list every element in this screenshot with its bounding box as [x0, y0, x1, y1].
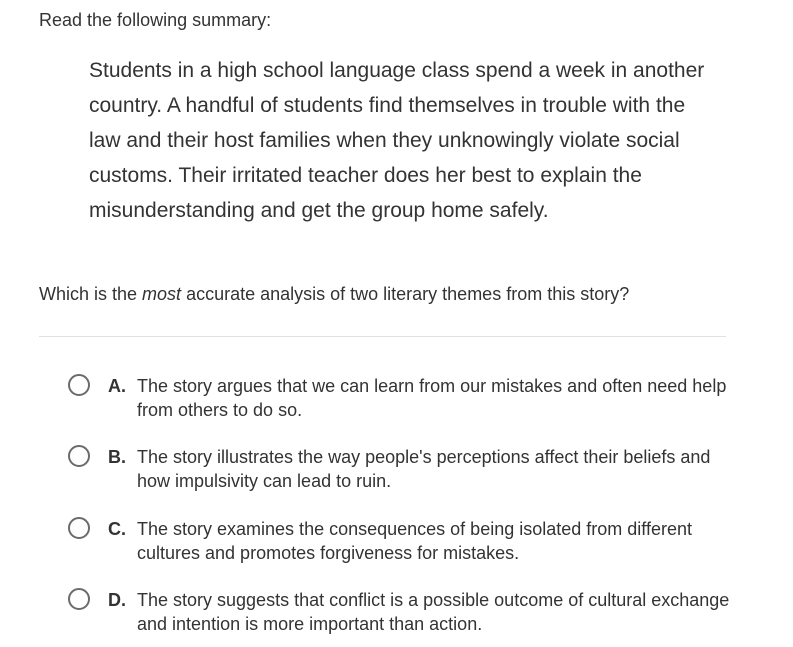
- radio-button-d[interactable]: [68, 588, 90, 610]
- choice-letter-d: D.: [108, 590, 126, 610]
- question-prompt: [39, 283, 629, 305]
- question-emphasis: most: [142, 284, 182, 304]
- divider: [39, 336, 726, 337]
- radio-button-c[interactable]: [68, 517, 90, 539]
- choice-letter-a: A.: [108, 376, 126, 396]
- question-text-end: accurate analysis of two literary themes from this story?: [181, 284, 630, 304]
- choice-text-a: The story argues that we can learn from our mistakes and often need help from others to do so.: [137, 376, 727, 420]
- radio-button-b[interactable]: [68, 445, 90, 467]
- choice-text-d: The story suggests that conflict is a possible outcome of cultural exchange and intention is more important than action.: [137, 590, 730, 634]
- radio-button-a[interactable]: [68, 374, 90, 396]
- summary-passage: Students in a high school language class spend a week in another country. A handful of students find themselves in trouble with the law and their host families when they unknowingly violate social customs. Their irritated teacher does her best to explain the misunderstanding and get the group home safely.: [89, 59, 705, 222]
- instructions-text: Read the following summary:: [39, 10, 272, 30]
- choice-c[interactable]: [68, 514, 748, 566]
- choice-text-b: The story illustrates the way people's perceptions affect their beliefs and how impulsivity can lead to ruin.: [137, 447, 711, 491]
- choice-b[interactable]: [68, 442, 748, 494]
- choice-a[interactable]: [68, 371, 748, 423]
- choice-letter-c: C.: [108, 519, 126, 539]
- question-text-start: Which is the: [39, 284, 143, 304]
- choice-d[interactable]: [68, 585, 748, 637]
- choice-letter-b: B.: [108, 447, 126, 467]
- choice-text-c: The story examines the consequences of being isolated from different cultures and promotes forgiveness for mistakes.: [137, 519, 692, 563]
